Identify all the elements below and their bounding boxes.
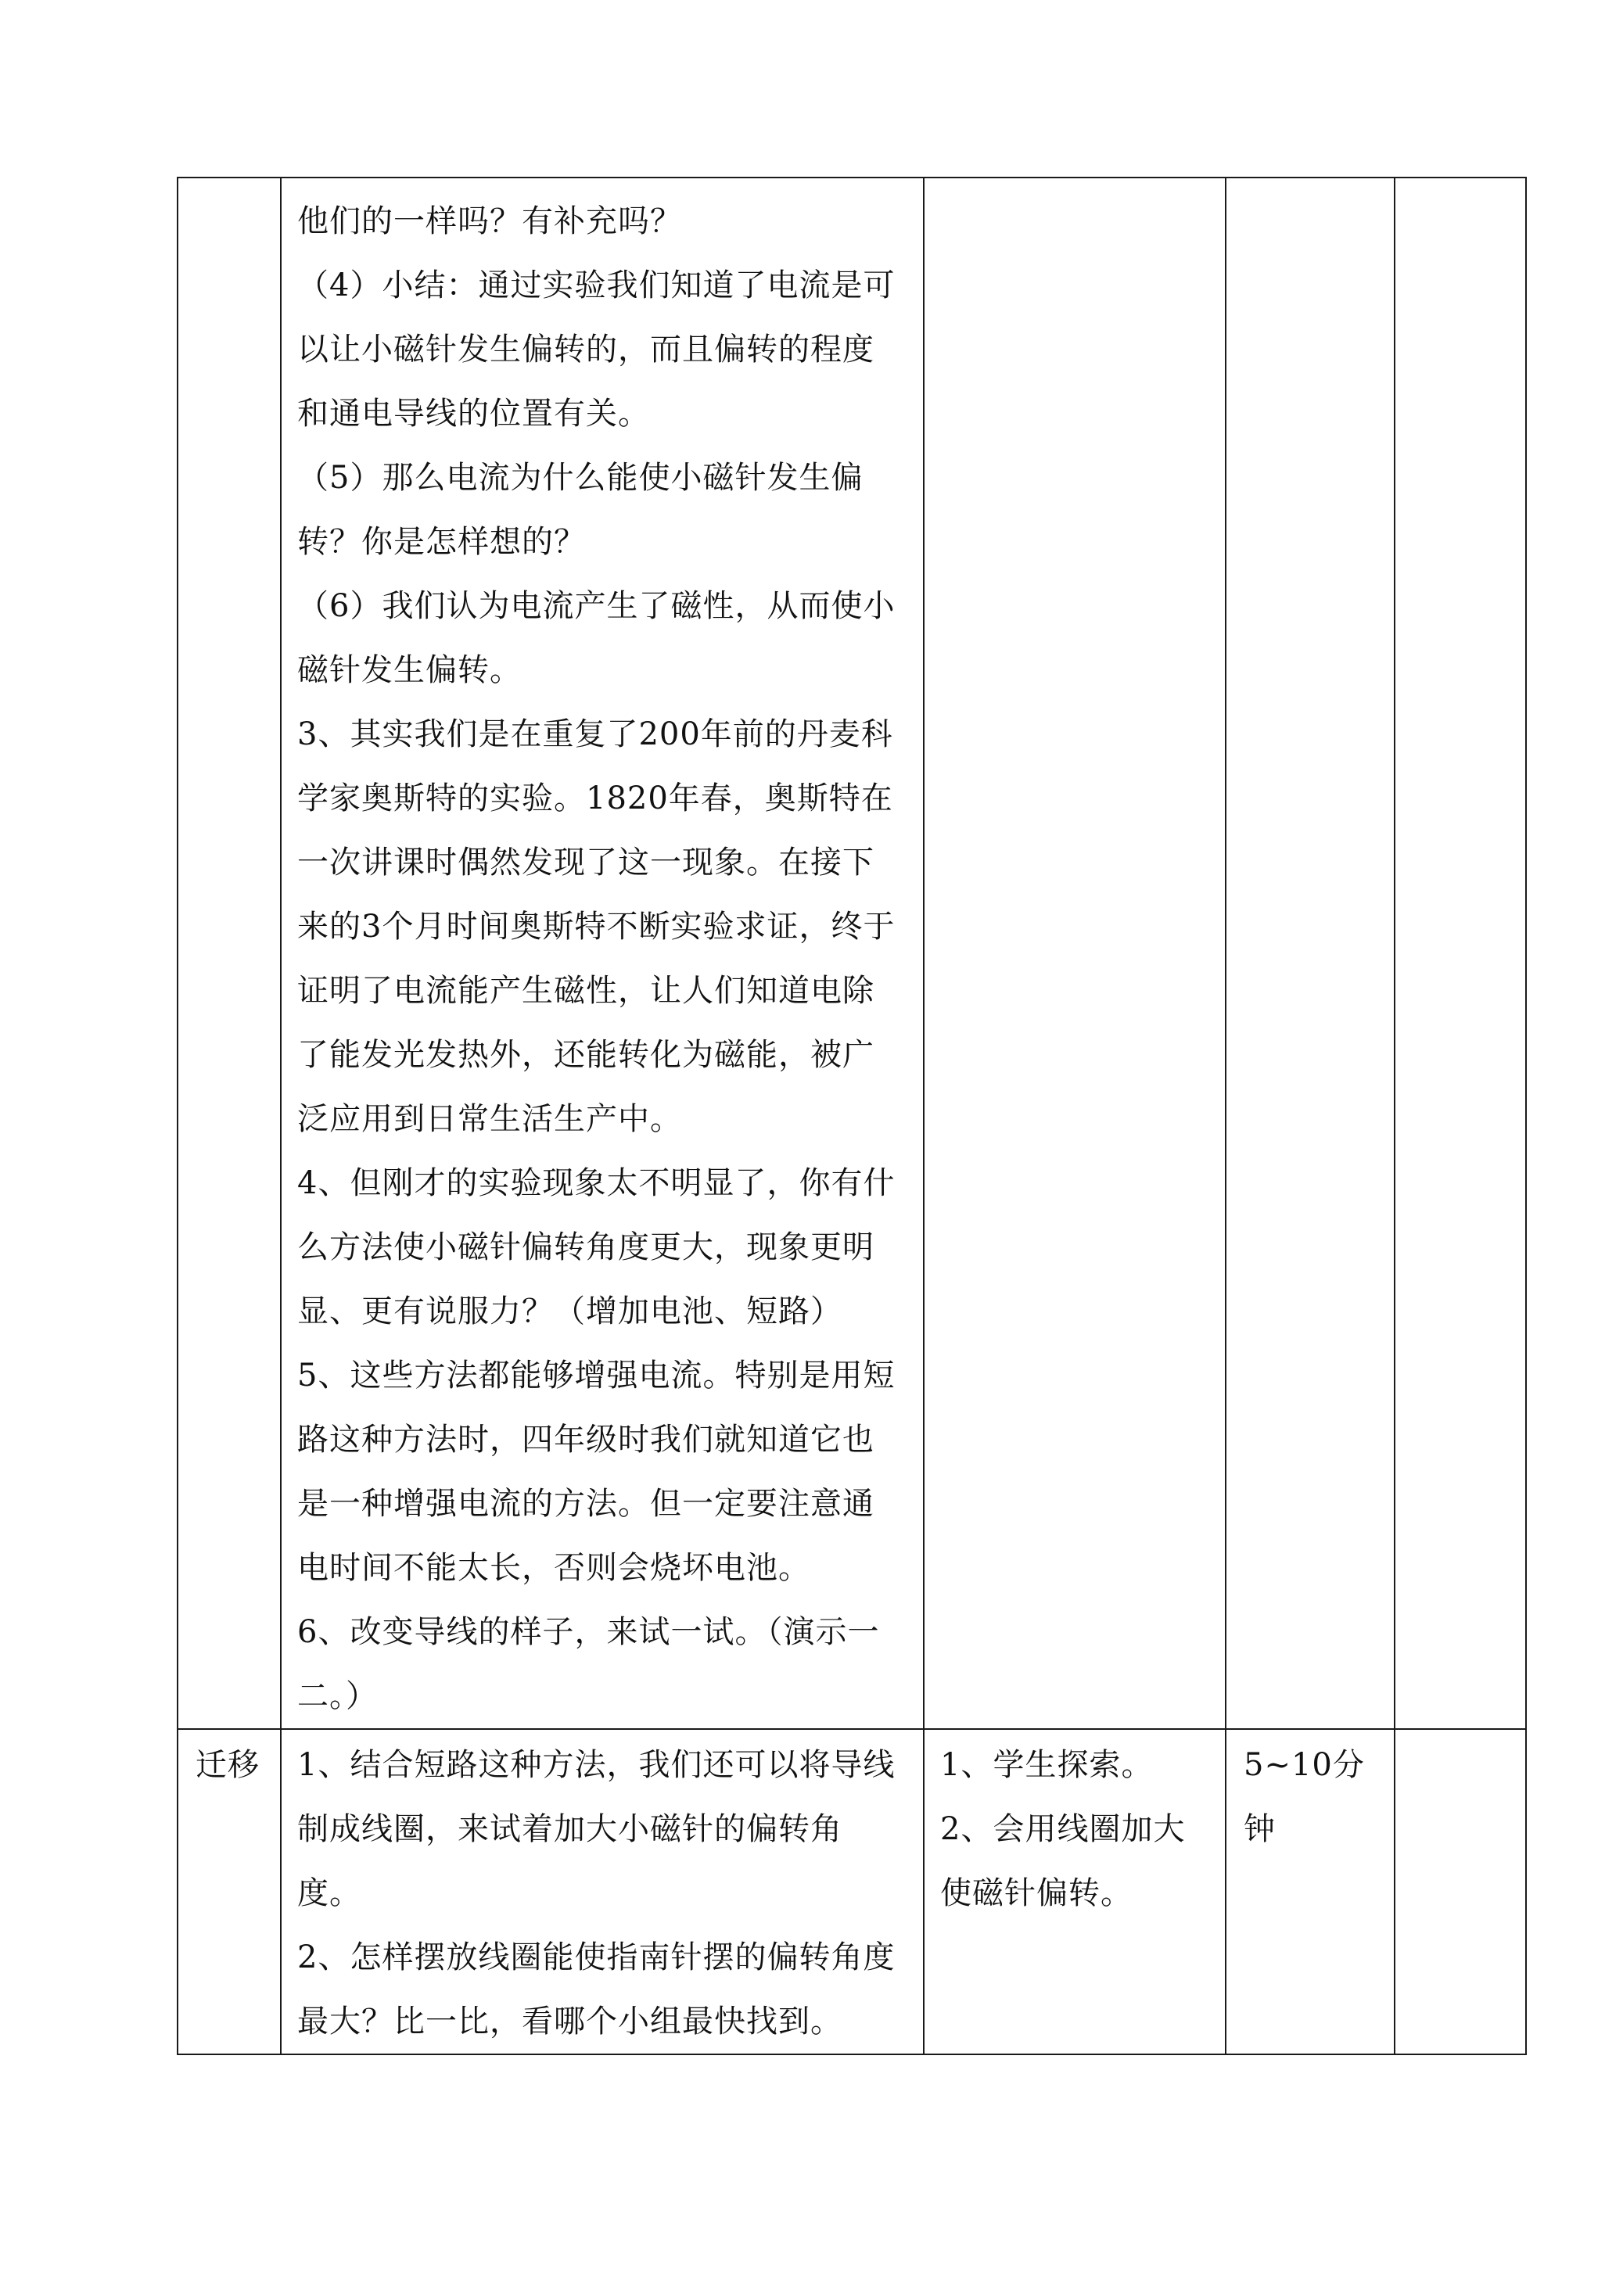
note-cell	[1395, 178, 1526, 1729]
text-line: 路这种方法时，四年级时我们就知道它也	[297, 1422, 874, 1458]
text-line: 5、这些方法都能够增强电流。特别是用短	[297, 1358, 896, 1394]
table-row-continued	[178, 178, 1526, 1729]
text-line: 学家奥斯特的实验。1820年春，奥斯特在	[297, 780, 893, 816]
time-cell	[1226, 178, 1395, 1729]
student-activity-text	[925, 1730, 1225, 1925]
text-line: 电时间不能太长，否则会烧坏电池。	[297, 1550, 810, 1586]
text-line: 1、结合短路这种方法，我们还可以将导线	[297, 1747, 896, 1783]
stage-label: 迁移	[196, 1747, 260, 1783]
text-line: （5）那么电流为什么能使小磁针发生偏	[297, 460, 864, 496]
text-line: 么方法使小磁针偏转角度更大，现象更明	[297, 1229, 874, 1265]
text-line: 4、但刚才的实验现象太不明显了，你有什	[297, 1165, 896, 1201]
stage-label	[178, 178, 280, 181]
text-line: 磁针发生偏转。	[297, 652, 522, 688]
text-line: 来的3个月时间奥斯特不断实验求证，终于	[297, 909, 896, 945]
text-line: 1、学生探索。	[940, 1747, 1154, 1783]
text-line: 一次讲课时偶然发现了这一现象。在接下	[297, 845, 874, 881]
text-line: 转？你是怎样想的？	[297, 524, 586, 560]
teacher-activity-text	[282, 1730, 923, 2054]
note-text	[1395, 1730, 1525, 1733]
text-line: （4）小结：通过实验我们知道了电流是可	[297, 267, 896, 303]
time-text	[1226, 178, 1394, 181]
text-line: 制成线圈，来试着加大小磁针的偏转角	[297, 1811, 842, 1847]
stage-cell	[178, 178, 281, 1729]
student-activity-cell	[924, 1729, 1226, 2054]
text-line: 3、其实我们是在重复了200年前的丹麦科	[297, 716, 893, 752]
time-text: 5~10分钟	[1244, 1747, 1365, 1847]
text-line: 证明了电流能产生磁性，让人们知道电除	[297, 973, 874, 1009]
text-line: 和通电导线的位置有关。	[297, 396, 650, 432]
student-activity-text	[925, 178, 1225, 189]
text-line: （6）我们认为电流产生了磁性，从而使小	[297, 588, 896, 624]
text-line: 2、怎样摆放线圈能使指南针摆的偏转角度	[297, 1939, 896, 1975]
text-line: 他们的一样吗？有补充吗？	[297, 203, 682, 239]
stage-cell	[178, 1729, 281, 2054]
text-line: 使磁针偏转。	[940, 1875, 1133, 1911]
text-line: 6、改变导线的样子，来试一试。（演示一	[297, 1614, 880, 1650]
note-cell	[1395, 1729, 1526, 2054]
text-line: 度。	[297, 1875, 361, 1911]
text-line: 二。）	[297, 1678, 378, 1714]
text-line: 泛应用到日常生活生产中。	[297, 1101, 682, 1137]
text-line: 以让小磁针发生偏转的，而且偏转的程度	[297, 332, 874, 368]
lesson-plan-table	[177, 177, 1527, 2055]
text-line: 显、更有说服力？（增加电池、短路）	[297, 1293, 842, 1329]
teacher-activity-cell	[281, 178, 924, 1729]
text-line: 是一种增强电流的方法。但一定要注意通	[297, 1486, 874, 1522]
student-activity-cell	[924, 178, 1226, 1729]
text-line: 2、会用线圈加大	[940, 1811, 1186, 1847]
text-line: 了能发光发热外，还能转化为磁能，被广	[297, 1037, 874, 1073]
time-cell	[1226, 1729, 1395, 2054]
table-row-transfer	[178, 1729, 1526, 2054]
teacher-activity-cell	[281, 1729, 924, 2054]
teacher-activity-text	[282, 178, 923, 1728]
note-text	[1395, 178, 1525, 189]
text-line: 最大？比一比，看哪个小组最快找到。	[297, 2004, 842, 2039]
